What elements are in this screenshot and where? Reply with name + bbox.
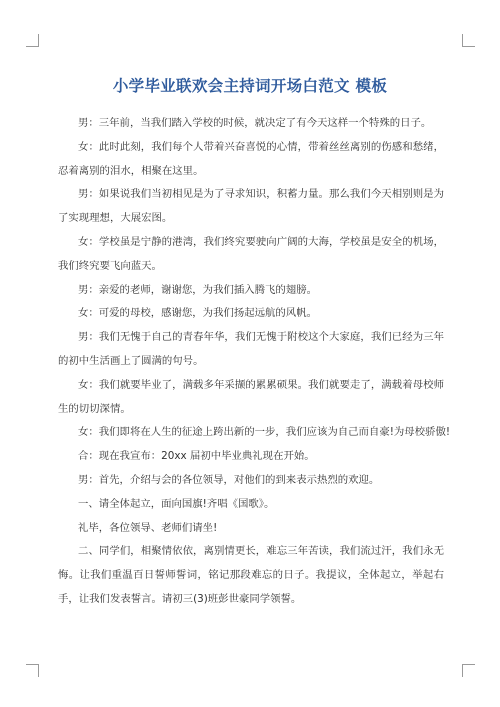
crop-mark-top-left [26, 34, 39, 47]
paragraph-1: 男：三年前，当我们踏入学校的时候，就决定了有今天这样一个特殊的日子。 [78, 117, 432, 129]
crop-mark-bottom-right [462, 664, 475, 677]
crop-mark-top-right [462, 34, 475, 47]
paragraph-11: 男：首先，介绍与会的各位领导，对他们的到来表示热烈的欢迎。 [78, 473, 380, 486]
document-body [58, 112, 450, 612]
paragraph-5: 男：亲爱的老师，谢谢您，为我们插入腾飞的翅膀。 [78, 283, 317, 296]
paragraph-4: 女：学校虽是宁静的港湾，我们终究要驶向广阔的大海，学校虽是安全的机场，我们终究要飞向蓝天。 [58, 235, 444, 272]
paragraph-9: 女：我们即将在人生的征途上跨出新的一步，我们应该为自己而自豪!为母校骄傲! [78, 426, 450, 439]
paragraph-7: 男：我们无愧于自己的青春年华，我们无愧于附校这个大家庭，我们已经为三年的初中生活画上了圆满的句号。 [58, 331, 444, 367]
paragraph-3: 男：如果说我们当初相见是为了寻求知识，积蓄力量。那么我们今天相别则是为了实现理想，大展宏图。 [58, 188, 444, 225]
paragraph-13: 礼毕，各位领导、老师们请坐! [78, 521, 218, 534]
paragraph-14: 二、同学们，相聚情依依，离别情更长，难忘三年苦读，我们流过汗，我们永无悔。让我们重温百日誓师誓词，铭记那段难忘的日子。我提议，全体起立，举起右手，让我们发表誓言。请初三(3)班彭世豪同学领誓。 [58, 545, 444, 605]
crop-mark-bottom-left [26, 664, 39, 677]
paragraph-6: 女：可爱的母校，感谢您，为我们扬起远航的风帆。 [78, 307, 317, 320]
paragraph-2: 女：此时此刻，我们每个人带着兴奋喜悦的心情，带着丝丝离别的伤感和愁绪，忍着离别的泪水，相聚在这里。 [58, 140, 444, 177]
document-title: 小学毕业联欢会主持词开场白范文 模板 [112, 77, 388, 96]
paragraph-8: 女：我们就要毕业了，满载多年采撷的累累硕果。我们就要走了，满载着母校师生的切切深情。 [58, 378, 444, 415]
paragraph-12: 一、请全体起立，面向国旗!齐唱《国歌》。 [78, 497, 275, 510]
paragraph-10: 合：现在我宣布：20xx 届初中毕业典礼现在开始。 [78, 450, 315, 463]
